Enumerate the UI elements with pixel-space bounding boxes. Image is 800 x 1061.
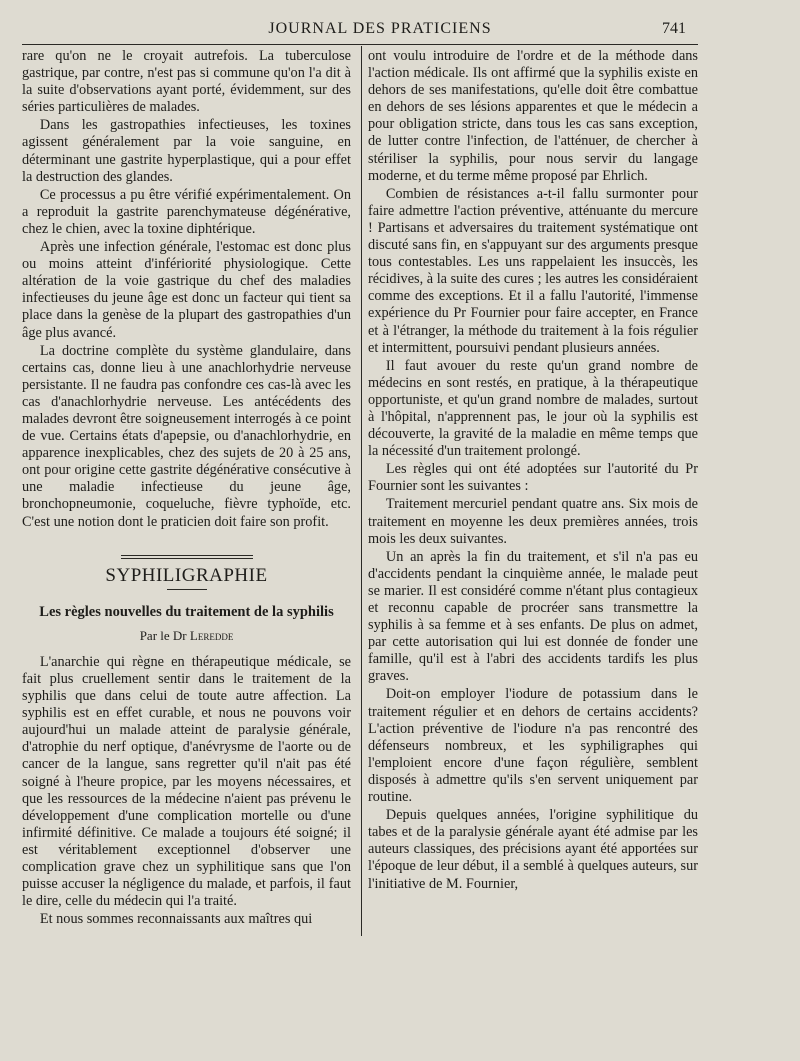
- page-number: 741: [662, 20, 686, 37]
- paragraph: Traitement mercuriel pendant quatre ans. Six mois de traitement en moyenne les deux premières années, trois mois les deux suivantes.: [368, 496, 698, 547]
- byline-prefix: Par le Dr: [139, 627, 187, 643]
- ornament-line: [121, 558, 253, 559]
- paragraph: Ce processus a pu être vérifié expérimentalement. On a reproduit la gastrite parenchymateuse dégénérative, chez le chien, avec la toxine diphtérique.: [22, 186, 351, 237]
- running-header: JOURNAL DES PRATICIENS: [268, 20, 492, 37]
- left-column: [22, 48, 351, 928]
- byline: [22, 627, 351, 644]
- section-title: SYPHILIGRAPHIE: [105, 564, 268, 586]
- paragraph: Dans les gastropathies infectieuses, les toxines agissent généralement par la voie sanguine, en déterminant une gastrite hyperplastique, qui a pour effet la destruction des glandes.: [22, 117, 351, 185]
- right-column: [368, 48, 698, 893]
- section-rule: [167, 589, 207, 590]
- byline-author: Leredde: [189, 627, 234, 643]
- paragraph: Un an après la fin du traitement, et s'il n'a pas eu d'accidents pendant la cinquième année, le malade peut se marier. Il est considéré comme n'étant plus contagieux et reconnu capable de procréer sans transmettre la syphilis à sa femme et à ses enfants. De plus on admet, par cette autorisation qui lui est donnée de fonder une famille, qu'il est à l'abri des accidents tardifs les plus graves.: [368, 548, 698, 685]
- column-divider: [361, 46, 362, 936]
- section-ornament: [121, 555, 253, 559]
- paragraph: rare qu'on ne le croyait autrefois. La tuberculose gastrique, par contre, n'est pas si commune qu'on l'a dit à la suite d'observations ayant porté, évidemment, sur des séries particulières de malades.: [22, 48, 351, 116]
- article-title: Les règles nouvelles du traitement de la syphilis: [39, 603, 334, 620]
- paragraph: Il faut avouer du reste qu'un grand nombre de médecins en sont restés, en pratique, à la thérapeutique opportuniste, et qu'un grand nombre de malades, surtout à l'hôpital, n'apprennent pas, le jour où la syphilis est découverte, la gravité de la maladie en même temps que la nécessité d'un traitement prolongé.: [368, 357, 698, 460]
- header-rule: [22, 44, 698, 45]
- paragraph: Depuis quelques années, l'origine syphilitique du tabes et de la paralysie générale ayant été admise par les auteurs classiques, des précisions ayant été apportées sur l'époque de leur début, il a semblé à quelques auteurs, sur l'initiative de M. Fournier,: [368, 807, 698, 892]
- paragraph: Les règles qui ont été adoptées sur l'autorité du Pr Fournier sont les suivantes :: [368, 461, 698, 495]
- paragraph: Après une infection générale, l'estomac est donc plus ou moins atteint d'infériorité physiologique. Cette altération de la voie gastrique du chef des maladies infectieuses du jeune âge est donc un facteur qui tient sa place dans la genèse de la plupart des gastropathies d'un âge plus avancé.: [22, 239, 351, 341]
- paragraph: La doctrine complète du système glandulaire, dans certains cas, donne lieu à une anachlorhydrie nerveuse persistante. Il ne faudra pas confondre ces cas-là avec les cas d'anachlorhydrie nerveuse. Les antécédents des malades devront être soigneusement interrogés à ce point de vue. Certains états d'apepsie, ou d'anachlorhydrie, en apparence inexplicables, chez des sujets de 20 à 25 ans, ont pour origine cette gastrite dégénérative consécutive à une maladie infectieuse du jeune âge, bronchopneumonie, coqueluche, fièvre typhoïde, etc. C'est une notion dont le praticien doit faire son profit.: [22, 342, 351, 530]
- paragraph: ont voulu introduire de l'ordre et de la méthode dans l'action médicale. Ils ont affirmé que la syphilis existe en dehors de ses manifestations, qu'elle doit être combattue en dehors de ses lésions apparentes et que le médecin a pour obligation stricte, dans tous les cas sans exception, de lutter contre l'infection, de l'atténuer, de chercher à stériliser la syphilis, pour nous servir du langage moderne, et du terme même proposé par Ehrlich.: [368, 48, 698, 184]
- paragraph: Doit-on employer l'iodure de potassium dans le traitement régulier et en dehors de certains accidents? L'action préventive de l'iodure n'a pas rencontré des défenseurs nombreux, et les syphiligraphes qui l'emploient encore d'une façon régulière, semblent disposés à admettre qu'ils s'en servent uniquement par routine.: [368, 686, 698, 806]
- ornament-line: [121, 555, 253, 556]
- paragraph: L'anarchie qui règne en thérapeutique médicale, se fait plus cruellement sentir dans le traitement de la syphilis que dans celui de toute autre affection. La syphilis est en effet curable, et nous ne pouvons voir aujourd'hui un malade atteint de paralysie générale, d'atrophie du nerf optique, d'anévrysme de l'aorte ou de cancer de la langue, sans regretter qu'il n'ait pas été soigné à l'heure propice, par les moyens nécessaires, et que les ressources de la médecine n'aient pas prévenu le développement d'une complication mortelle ou d'une infirmité définitive. Ce malade a toujours été soigné; il est véritablement exceptionnel d'observer une complication grave chez un syphilitique sans que l'on puisse accuser la négligence du malade, et parfois, il faut le dire, celle du médecin qui l'a traité.: [22, 653, 351, 910]
- paragraph: Et nous sommes reconnaissants aux maîtres qui: [39, 911, 313, 928]
- paragraph: Combien de résistances a-t-il fallu surmonter pour faire admettre l'action préventive, atténuante du mercure ! Partisans et adversaires du traitement systématique ont discuté sans fin, en s'appuyant sur des arguments presque tous contestables. Les uns rappelaient les insuccès, les récidives, à la suite des cures ; les autres les considéraient comme des exceptions. Et il a fallu l'autorité, l'immense expérience du Pr Fournier pour faire accepter, en France et à l'étranger, la méthode du traitement à la fois régulier et intermittent, poursuivi pendant plusieurs années.: [368, 185, 698, 356]
